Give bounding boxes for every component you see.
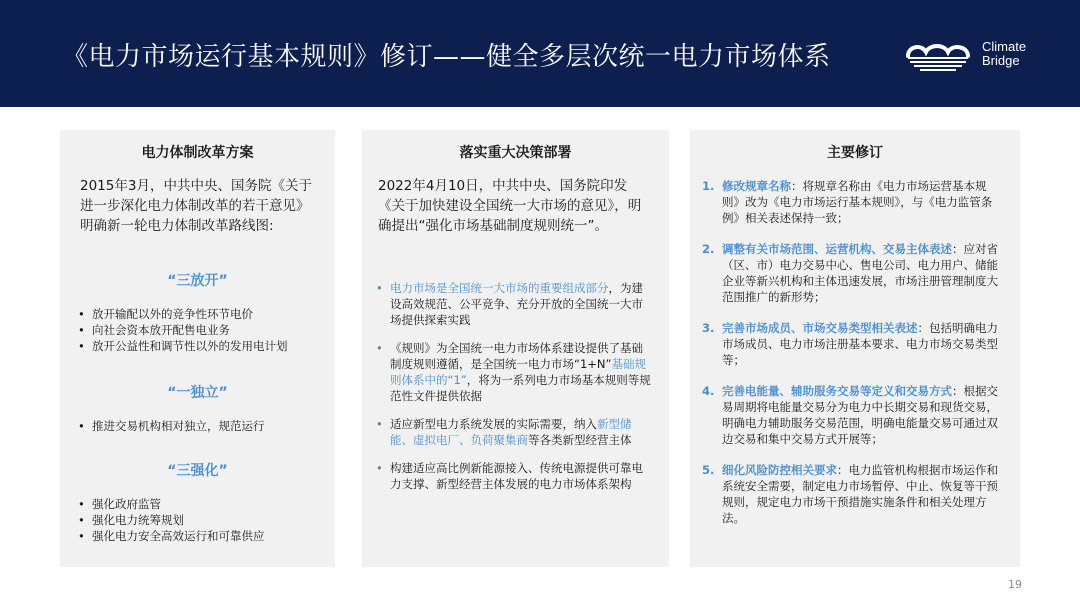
bullet-list xyxy=(76,306,326,354)
item-number: 3. xyxy=(702,321,715,335)
item-text: 适应新型电力系统发展的实际需要，纳入 xyxy=(390,417,597,431)
group-heading: “一独立” xyxy=(167,385,228,401)
item-heading: 调整有关市场范围、运营机构、交易主体表述 xyxy=(722,242,952,256)
list-item: • 向社会资本放开配售电业务 xyxy=(76,322,326,338)
item-text: ：电力监管机构根据市场运作和系统安全需要，制定电力市场暂停、中止、恢复等干预规则，规定电力市场干预措施实施条件和相关处理方法。 xyxy=(722,463,998,525)
item-heading: 完善市场成员、市场交易类型相关表述 xyxy=(722,321,918,335)
logo-line-2: Bridge xyxy=(982,53,1020,68)
numbered-list xyxy=(702,178,1002,541)
highlight-text: 电力市场是全国统一大市场的重要组成部分 xyxy=(390,281,609,295)
highlight-text: 基础规则体系中的“1” xyxy=(390,357,646,387)
card-title: 主要修订 xyxy=(827,145,883,161)
item-text: ，将为一系列电力市场基本规则等规范性文件提供依据 xyxy=(390,373,651,403)
card-main-revisions xyxy=(690,130,1020,567)
list-item: • 放开输配以外的竞争性环节电价 xyxy=(76,306,326,322)
item-text: ：根据交易周期将电能量交易分为电力中长期交易和现货交易，明确电力辅助服务交易范围，明确电能量交易可通过双边交易和集中交易方式开展等； xyxy=(722,384,998,446)
bullet-list xyxy=(76,496,326,544)
list-item xyxy=(374,340,652,404)
card-lead-text: 2022年4月10日，中共中央、国务院印发《关于加快建设全国统一大市场的意见》，明确提出“强化市场基础制度规则统一”。 xyxy=(378,178,642,234)
list-item xyxy=(702,178,1002,226)
list-item xyxy=(702,462,1002,526)
list-item: • 强化政府监管 xyxy=(76,496,326,512)
card-lead-text: 2015年3月，中共中央、国务院《关于进一步深化电力体制改革的若干意见》明确新一轮电力体制改革路线图: xyxy=(80,178,312,234)
logo-line-1: Climate xyxy=(982,39,1027,54)
item-text: 《规则》为全国统一电力市场体系建设提供了基础制度规则遵循，是全国统一电力市场“1+N” xyxy=(390,341,643,371)
card-title: 电力体制改革方案 xyxy=(141,145,254,161)
item-number: 5. xyxy=(702,463,715,477)
item-text: ：将规章名称由《电力市场运营基本规则》改为《电力市场运行基本规则》，与《电力监管条例》相关表述保持一致； xyxy=(722,179,993,225)
card-title: 落实重大决策部署 xyxy=(459,145,572,161)
logo-mark-icon xyxy=(904,40,972,72)
climate-bridge-logo xyxy=(904,40,1064,72)
item-text: 等各类新型经营主体 xyxy=(528,433,632,447)
bullet-list xyxy=(374,280,652,504)
header-banner xyxy=(0,0,1080,107)
item-number: 2. xyxy=(702,242,715,256)
item-number: 4. xyxy=(702,384,715,398)
bullet-list xyxy=(76,418,326,434)
item-heading: 完善电能量、辅助服务交易等定义和交易方式 xyxy=(722,384,952,398)
list-item xyxy=(374,280,652,328)
item-text: ：应对省（区、市）电力交易中心、售电公司、电力用户、储能企业等新兴机构和主体迅速发展，市场注册管理制度大范围推广的新形势； xyxy=(722,242,998,304)
group-heading: “三强化” xyxy=(167,463,228,479)
item-text: ：包括明确电力市场成员、电力市场注册基本要求、电力市场交易类型等； xyxy=(722,321,998,367)
item-text: ，为建设高效规范、公平竞争、充分开放的全国统一大市场提供探索实践 xyxy=(390,281,643,327)
list-item: • 放开公益性和调节性以外的发用电计划 xyxy=(76,338,326,354)
list-item xyxy=(702,320,1002,368)
item-number: 1. xyxy=(702,179,715,193)
page-number: 19 xyxy=(1008,578,1022,591)
card-major-decisions xyxy=(362,130,669,567)
list-item: • 推进交易机构相对独立，规范运行 xyxy=(76,418,326,434)
list-item: • 强化电力统筹规划 xyxy=(76,512,326,528)
card-reform-plan xyxy=(60,130,335,567)
list-item xyxy=(702,241,1002,305)
group-heading: “三放开” xyxy=(167,273,228,289)
item-text: 构建适应高比例新能源接入、传统电源提供可靠电力支撑、新型经营主体发展的电力市场体系架构 xyxy=(390,461,643,491)
list-item xyxy=(374,416,652,448)
logo-wordmark xyxy=(982,40,1026,68)
page-title: 《电力市场运行基本规则》修订——健全多层次统一电力市场体系 xyxy=(62,42,831,72)
list-item xyxy=(702,383,1002,447)
list-item xyxy=(374,460,652,492)
list-item: • 强化电力安全高效运行和可靠供应 xyxy=(76,528,326,544)
highlight-text: 新型储能、虚拟电厂、负荷聚集商 xyxy=(390,417,632,447)
item-heading: 细化风险防控相关要求 xyxy=(722,463,837,477)
item-heading: 修改规章名称 xyxy=(722,179,791,193)
